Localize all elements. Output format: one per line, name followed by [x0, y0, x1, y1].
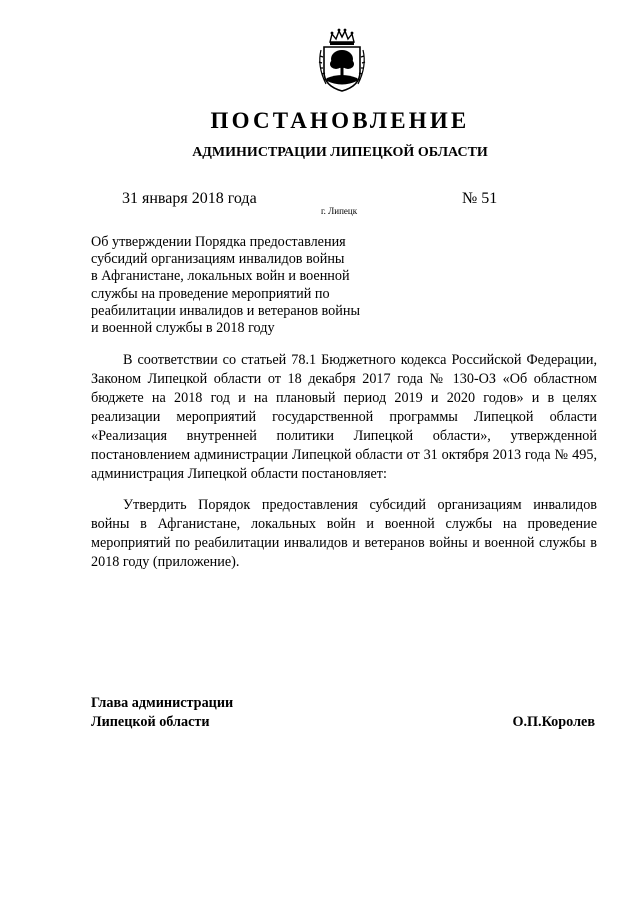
document-place: г. Липецк: [321, 206, 358, 216]
signatory-position: [91, 694, 233, 732]
document-date: 31 января 2018 года: [122, 190, 257, 207]
title-line: субсидий организациям инвалидов войны: [91, 251, 345, 268]
title-line: в Афганистане, локальных войн и военной: [91, 268, 350, 285]
signatory-position-line: Липецкой области: [91, 714, 210, 730]
title-line: службы на проведение мероприятий по: [91, 285, 330, 302]
title-line: реабилитации инвалидов и ветеранов войны: [91, 302, 360, 319]
preamble-paragraph: В соответствии со статьей 78.1 Бюджетного кодекса Российской Федерации, Законом Липецкой области от 18 декабря 2017 года № 130-ОЗ «Об областном бюджете на 2018 год и на плановый период 2019 и 2020 годов» и в целях реализации мероприятий государственной программы Липецкой области «Реализация внутренней политики Липецкой области», утвержденной постановлением администрации Липецкой области от 31 октября 2013 года № 495, администрация Липецкой области постановляет:: [91, 352, 597, 482]
title-line: и военной службы в 2018 году: [91, 320, 275, 337]
document-type-heading: ПОСТАНОВЛЕНИЕ: [210, 108, 470, 133]
signatory-position-line: Глава администрации: [91, 695, 234, 711]
document-title: [91, 234, 391, 337]
lipetsk-coat-of-arms-icon: [316, 26, 368, 94]
title-line: Об утверждении Порядка предоставления: [91, 234, 346, 250]
issuer-heading: АДМИНИСТРАЦИИ ЛИПЕЦКОЙ ОБЛАСТИ: [192, 145, 488, 160]
signatory-name: О.П.Королев: [512, 714, 595, 730]
resolution-paragraph: Утвердить Порядок предоставления субсидий организациям инвалидов войны в Афганистане, локальных войн и военной службы на проведение мероприятий по реабилитации инвалидов и ветеранов войны и военной службы в 2018 году (приложение).: [91, 497, 597, 570]
document-number: № 51: [462, 190, 498, 207]
